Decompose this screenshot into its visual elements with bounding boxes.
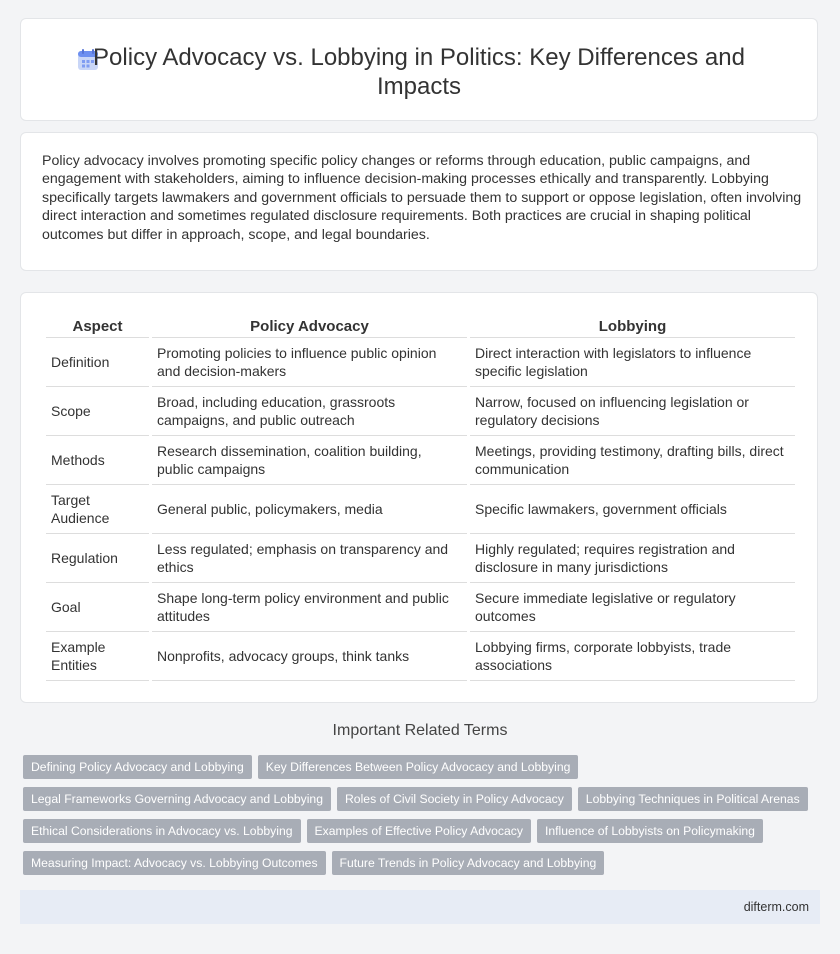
related-term-link[interactable]: Lobbying Techniques in Political Arenas (578, 787, 808, 811)
related-term-link[interactable]: Key Differences Between Policy Advocacy and Lobbying (258, 755, 579, 779)
row-aspect: Example Entities (46, 632, 149, 681)
related-term-link[interactable]: Influence of Lobbyists on Policymaking (537, 819, 763, 843)
row-policy-advocacy: Broad, including education, grassroots campaigns, and public outreach (152, 387, 467, 436)
row-lobbying: Secure immediate legislative or regulatory outcomes (470, 583, 795, 632)
title-card (20, 18, 818, 121)
column-header-lobbying: Lobbying (470, 313, 795, 338)
row-lobbying: Highly regulated; requires registration and disclosure in many jurisdictions (470, 534, 795, 583)
comparison-card (20, 292, 818, 703)
row-lobbying: Meetings, providing testimony, drafting bills, direct communication (470, 436, 795, 485)
intro-card (20, 132, 818, 271)
table-row (46, 338, 795, 387)
row-lobbying: Lobbying firms, corporate lobbyists, trade associations (470, 632, 795, 681)
related-terms-row (23, 851, 813, 883)
table-row (46, 485, 795, 534)
row-policy-advocacy: General public, policymakers, media (152, 485, 467, 534)
table-row (46, 583, 795, 632)
footer-brand[interactable]: difterm.com (743, 900, 809, 914)
table-header-row (46, 313, 795, 338)
table-row (46, 632, 795, 681)
row-aspect: Regulation (46, 534, 149, 583)
row-policy-advocacy: Less regulated; emphasis on transparency and ethics (152, 534, 467, 583)
page-title: Policy Advocacy vs. Lobbying in Politics: Key Differences and Impacts (93, 44, 745, 100)
row-aspect: Target Audience (46, 485, 149, 534)
related-term-link[interactable]: Examples of Effective Policy Advocacy (307, 819, 531, 843)
row-lobbying: Direct interaction with legislators to influence specific legislation (470, 338, 795, 387)
related-term-link[interactable]: Measuring Impact: Advocacy vs. Lobbying Outcomes (23, 851, 326, 875)
column-header-policy-advocacy: Policy Advocacy (152, 313, 467, 338)
related-term-link[interactable]: Defining Policy Advocacy and Lobbying (23, 755, 252, 779)
row-aspect: Definition (46, 338, 149, 387)
related-terms-list (23, 755, 813, 883)
related-terms-row (23, 787, 813, 819)
row-aspect: Goal (46, 583, 149, 632)
footer (20, 890, 820, 924)
related-terms-row (23, 819, 813, 851)
related-terms-row (23, 755, 813, 787)
table-row (46, 534, 795, 583)
intro-text: Policy advocacy involves promoting specific policy changes or reforms through education, public campaigns, and engagement with stakeholders, aiming to influence decision-making processes ethically and transparently. Lobbying specifically targets lawmakers and government officials to persuade them to support or oppose legislation, often involving direct interaction and sometimes regulated disclosure requirements. Both practices are crucial in shaping political outcomes but differ in approach, scope, and legal boundaries. (42, 153, 802, 243)
related-term-link[interactable]: Legal Frameworks Governing Advocacy and Lobbying (23, 787, 331, 811)
row-policy-advocacy: Nonprofits, advocacy groups, think tanks (152, 632, 467, 681)
row-policy-advocacy: Promoting policies to influence public opinion and decision-makers (152, 338, 467, 387)
related-terms-title: Important Related Terms (332, 722, 508, 739)
row-aspect: Scope (46, 387, 149, 436)
column-header-aspect: Aspect (46, 313, 149, 338)
related-term-link[interactable]: Future Trends in Policy Advocacy and Lobbying (332, 851, 605, 875)
row-aspect: Methods (46, 436, 149, 485)
row-lobbying: Specific lawmakers, government officials (470, 485, 795, 534)
comparison-table (43, 313, 798, 681)
row-policy-advocacy: Research dissemination, coalition building, public campaigns (152, 436, 467, 485)
row-lobbying: Narrow, focused on influencing legislation or regulatory decisions (470, 387, 795, 436)
table-row (46, 387, 795, 436)
row-policy-advocacy: Shape long-term policy environment and public attitudes (152, 583, 467, 632)
related-term-link[interactable]: Roles of Civil Society in Policy Advocacy (337, 787, 572, 811)
table-row (46, 436, 795, 485)
related-term-link[interactable]: Ethical Considerations in Advocacy vs. Lobbying (23, 819, 301, 843)
